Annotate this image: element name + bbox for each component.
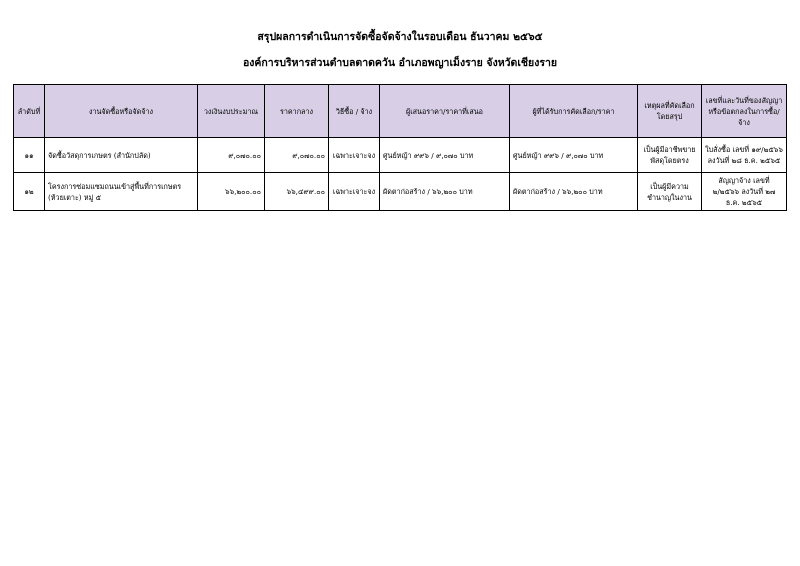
header-budget: วงเงินงบประมาณ <box>198 85 265 138</box>
document-title: สรุปผลการดำเนินการจัดซื้อจัดจ้างในรอบเดือน ธันวาคม ๒๕๖๕ <box>257 31 543 43</box>
header-no: ลำดับที่ <box>14 85 45 138</box>
cell-median-price: ๖๖,๔๙๙.๐๐ <box>265 173 329 211</box>
header-method: วิธีซื้อ / จ้าง <box>329 85 380 138</box>
header-item: งานจัดซื้อหรือจัดจ้าง <box>45 85 198 138</box>
cell-no: ๑๒ <box>14 173 45 211</box>
cell-item: โครงการซ่อมแซมถนนเข้าสู่พื้นที่การเกษตร (ห้วยเตาะ) หมู่ ๕ <box>45 173 198 211</box>
cell-reason: เป็นผู้มีอาชีพขายพัสดุโดยตรง <box>638 138 702 173</box>
procurement-table <box>13 84 787 211</box>
cell-item: จัดซื้อวัสดุการเกษตร (สำนักปลัด) <box>45 138 198 173</box>
header-winner: ผู้ที่ได้รับการคัดเลือก/ราคา <box>510 85 638 138</box>
cell-winner: ผัดตาก่อสร้าง / ๖๖,๒๐๐ บาท <box>510 173 638 211</box>
cell-budget: ๙,๐๗๐.๐๐ <box>198 138 265 173</box>
cell-bidder: ผัดตาก่อสร้าง / ๖๖,๒๐๐ บาท <box>380 173 510 211</box>
table-row <box>14 138 787 173</box>
document-subtitle: องค์การบริหารส่วนตำบลตาดควัน อำเภอพญาเม็งราย จังหวัดเชียงราย <box>242 57 558 69</box>
cell-no: ๑๑ <box>14 138 45 173</box>
cell-method: เฉพาะเจาะจง <box>329 173 380 211</box>
cell-contract: ใบสั่งซื้อ เลขที่ ๑๙/๒๕๖๖ ลงวันที่ ๒๘ ธ.ค. ๒๕๖๕ <box>702 138 787 173</box>
header-contract: เลขที่และวันที่ของสัญญาหรือข้อตกลงในการซื้อ/จ้าง <box>702 85 787 138</box>
header-median-price: ราคากลาง <box>265 85 329 138</box>
cell-winner: ศูนย์หญ้า ๙๙๖ / ๙,๐๗๐ บาท <box>510 138 638 173</box>
table-row <box>14 173 787 211</box>
cell-contract: สัญญาจ้าง เลขที่ ๒/๒๕๖๖ ลงวันที่ ๒๗ ธ.ค. ๒๕๖๕ <box>702 173 787 211</box>
cell-reason: เป็นผู้มีความชำนาญในงาน <box>638 173 702 211</box>
cell-method: เฉพาะเจาะจง <box>329 138 380 173</box>
header-reason: เหตุผลที่คัดเลือกโดยสรุป <box>638 85 702 138</box>
cell-budget: ๖๖,๒๐๐.๐๐ <box>198 173 265 211</box>
cell-median-price: ๙,๐๗๐.๐๐ <box>265 138 329 173</box>
cell-bidder: ศูนย์หญ้า ๙๙๖ / ๙,๐๗๐ บาท <box>380 138 510 173</box>
table-header-row <box>14 85 787 138</box>
header-bidder: ผู้เสนอราคา/ราคาที่เสนอ <box>380 85 510 138</box>
